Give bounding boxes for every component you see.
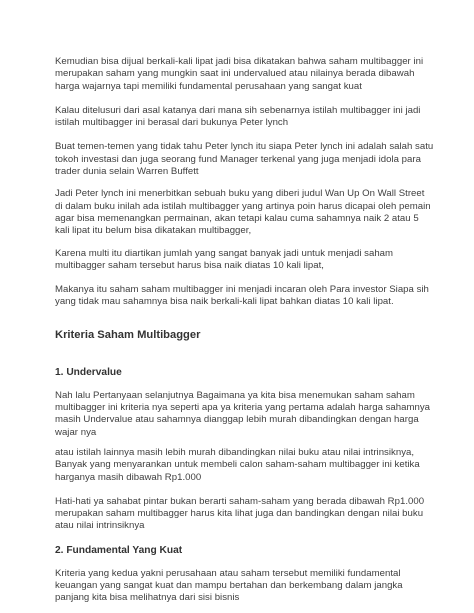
section-title-criteria: Kriteria Saham Multibagger (55, 328, 201, 341)
paragraph-undervalue-2: atau istilah lainnya masih lebih murah dibandingkan nilai buku atau nilai intrinsiknya, Banyak yang menyarankan untuk membeli calon saham-saham multibagger ini ketika harganya masih dibawah Rp1.000 (55, 446, 420, 483)
paragraph-peter-lynch-intro: Buat temen-temen yang tidak tahu Peter lynch itu siapa Peter lynch ini adalah salah satu tokoh investasi dan juga seorang fund Manager terkenal yang juga menjadi idola para trader dunia selain Warren Buffett (55, 141, 434, 178)
paragraph-multibagger-definition: Kemudian bisa dijual berkali-kali lipat jadi bisa dikatakan bahwa saham multibagger ini merupakan saham yang mungkin saat ini undervalued atau nilainya berada dibawah harga wajarnya tapi memiliki fundamental perusahaan yang sangat kuat (55, 56, 424, 92)
paragraph-undervalue-3: Hati-hati ya sahabat pintar bukan berarti saham-saham yang berada dibawah Rp1.000 merupakan saham multibagger harus kita lihat juga dan bandingkan dengan nilai buku atau nilai intrinsiknya (55, 495, 425, 532)
paragraph-peter-lynch-book: Jadi Peter lynch ini menerbitkan sebuah buku yang diberi judul Wan Up On Wall Street di dalam buku inilah ada istilah multibagger yang artinya poin harus dicapai oleh pemain agar bisa memenangkan permainan, akan tetapi kalau cuma sahamnya naik 2 atau 5 kali lipat itu belum bisa dikatakan multibagger, (55, 188, 431, 237)
paragraph-multi-meaning: Karena multi itu diartikan jumlah yang sangat banyak jadi untuk menjadi saham multibagger saham tersebut harus bisa naik diatas 10 kali lipat, (55, 247, 394, 271)
subsection-title-fundamental: 2. Fundamental Yang Kuat (55, 544, 183, 556)
paragraph-undervalue-1: Nah lalu Pertanyaan selanjutnya Bagaimana ya kita bisa menemukan saham saham multibagger ini kriteria nya seperti apa ya kriteria yang pertama adalah harga sahamnya masih Undervalue atau sahamnya dianggap lebih murah dibandingkan dengan harga wajar nya (55, 389, 431, 438)
paragraph-origin-of-term: Kalau ditelusuri dari asal katanya dari mana sih sebenarnya istilah multibagger ini jadi istilah multibagger ini berasal dari bukunya Peter lynch (55, 104, 421, 129)
paragraph-investor-target: Makanya itu saham saham multibagger ini menjadi incaran oleh Para investor Siapa sih yang tidak mau sahamnya bisa naik berkali-kali lipat bahkan diatas 10 kali lipat. (55, 284, 429, 308)
subsection-title-undervalue: 1. Undervalue (55, 366, 122, 378)
paragraph-fundamental-1: Kriteria yang kedua yakni perusahaan atau saham tersebut memiliki fundamental keuangan yang sangat kuat dan mampu bertahan dan berkembang dalam jangka panjang kita bisa melihatnya dari sisi bisnis (55, 567, 403, 604)
